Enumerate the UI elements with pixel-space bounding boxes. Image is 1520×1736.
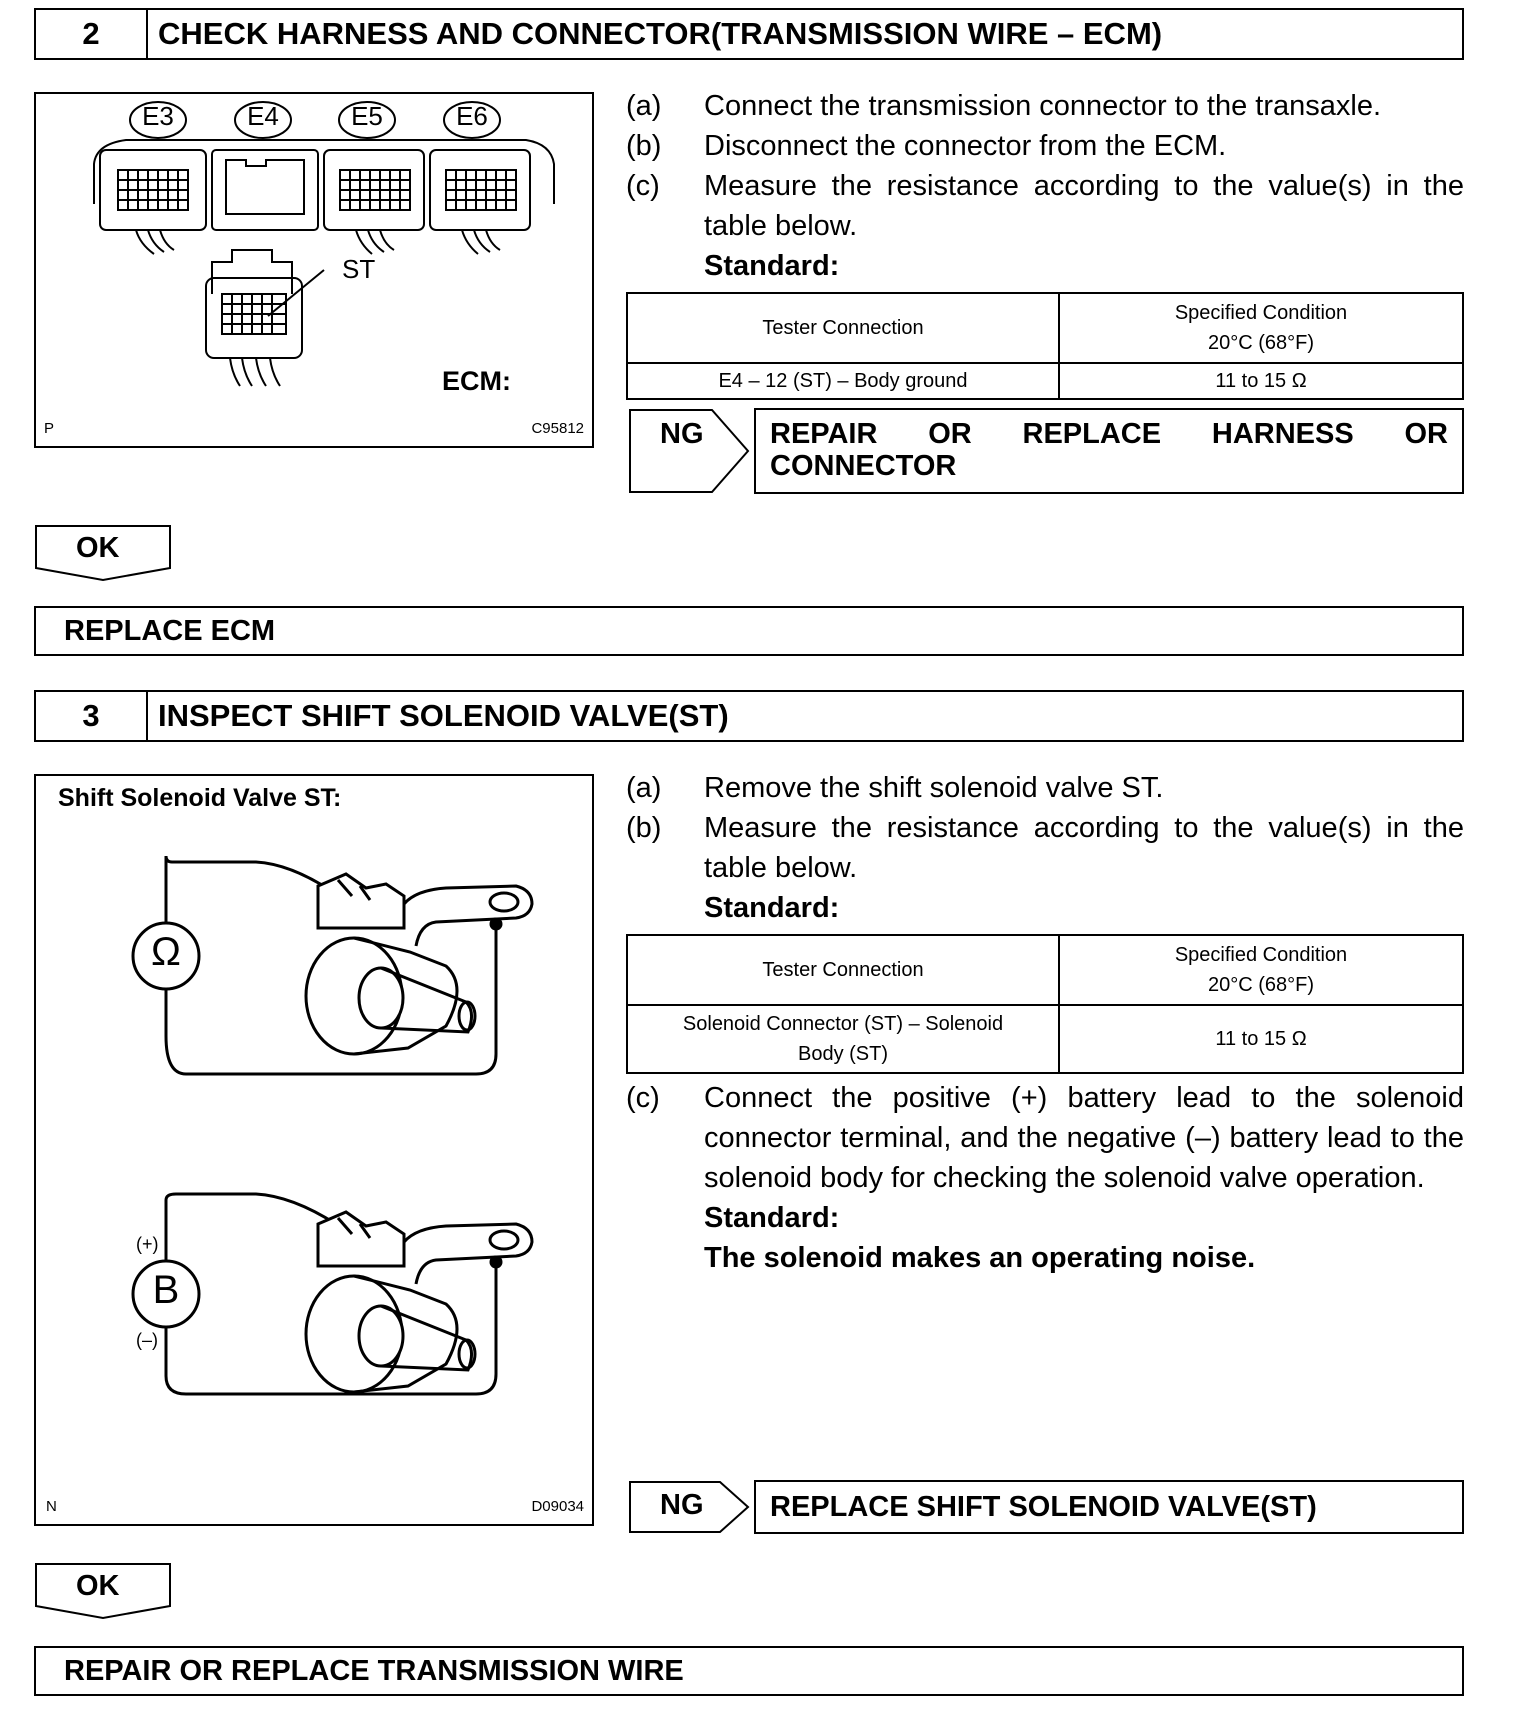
- table-header-specified-condition: [1059, 293, 1463, 363]
- instruction-label: (a): [626, 772, 662, 804]
- cell-connection: Solenoid Connector (ST) – Solenoid Body (ST): [627, 1005, 1059, 1073]
- step3-instruction-b: [626, 808, 1464, 888]
- instruction-label: (b): [626, 130, 662, 162]
- instruction-text: Connect the transmission connector to the transaxle.: [704, 90, 1382, 122]
- step3-ng-label: NG: [660, 1489, 704, 1521]
- step2-standard-label: Standard:: [704, 250, 840, 282]
- instruction-text: Remove the shift solenoid valve ST.: [704, 772, 1164, 804]
- table-header-tester-connection: Tester Connection: [627, 293, 1059, 363]
- step2-instruction-c: [626, 166, 1464, 246]
- step3-ok-result: REPAIR OR REPLACE TRANSMISSION WIRE: [34, 1646, 1464, 1696]
- solenoid-valve-illustration: [36, 776, 592, 1524]
- step3-standard2-text: The solenoid makes an operating noise.: [704, 1242, 1256, 1274]
- table-header-specified-condition: [1059, 935, 1463, 1005]
- step2-ok-result: REPLACE ECM: [34, 606, 1464, 656]
- step3-title: INSPECT SHIFT SOLENOID VALVE(ST): [158, 698, 729, 733]
- figure-corner-letter: P: [44, 420, 55, 437]
- ng-action-word: REPAIR: [770, 418, 878, 450]
- battery-plus-label: (+): [136, 1234, 159, 1254]
- figure-title: Shift Solenoid Valve ST:: [58, 784, 342, 812]
- cell-condition: 11 to 15 Ω: [1059, 1005, 1463, 1073]
- step3-ng-action: REPLACE SHIFT SOLENOID VALVE(ST): [754, 1480, 1464, 1534]
- ng-action-word: OR: [928, 418, 972, 450]
- step2-number: 2: [36, 10, 148, 58]
- ecm-connector-figure: [34, 92, 594, 448]
- connector-label-e6: E6: [456, 101, 488, 131]
- ng-action-word: REPLACE: [1022, 418, 1162, 450]
- cell-connection: E4 – 12 (ST) – Body ground: [627, 363, 1059, 399]
- st-terminal-label: ST: [342, 254, 376, 284]
- figure-code: D09034: [531, 1498, 584, 1515]
- step2-header: [34, 8, 1464, 60]
- step3-instruction-a: [626, 768, 1464, 808]
- step3-number: 3: [36, 692, 148, 740]
- step3-instruction-c: [626, 1078, 1464, 1198]
- instruction-text: Disconnect the connector from the ECM.: [704, 130, 1227, 162]
- ng-action-line-2: CONNECTOR: [770, 450, 957, 482]
- step2-ng-action-box: [754, 408, 1464, 494]
- step3-spec-table: [626, 934, 1464, 1074]
- battery-symbol: B: [152, 1268, 180, 1312]
- header-line-2: 20°C (68°F): [1207, 974, 1315, 996]
- header-line-2: 20°C (68°F): [1207, 332, 1315, 354]
- figure-code: C95812: [531, 420, 584, 437]
- step3-standard2-label: Standard:: [704, 1202, 840, 1234]
- connector-label-e3: E3: [142, 101, 174, 131]
- instruction-label: (c): [626, 170, 660, 202]
- connector-label-e5: E5: [351, 101, 383, 131]
- instruction-label: (a): [626, 90, 662, 122]
- connector-label-e4: E4: [247, 101, 279, 131]
- instruction-text: Measure the resistance according to the value(s) in the table below.: [704, 812, 1464, 884]
- battery-minus-label: (–): [136, 1330, 158, 1350]
- header-line-1: Specified Condition: [1174, 302, 1348, 324]
- table-row: [627, 1005, 1463, 1073]
- solenoid-valve-figure: [34, 774, 594, 1526]
- step2-ok-label: OK: [76, 532, 120, 564]
- table-row: [627, 363, 1463, 399]
- step2-instruction-a: [626, 86, 1464, 126]
- ohmmeter-symbol: Ω: [151, 930, 181, 974]
- ng-action-word: HARNESS: [1211, 418, 1354, 450]
- step3-ok-label: OK: [76, 1570, 120, 1602]
- cell-condition: 11 to 15 Ω: [1059, 363, 1463, 399]
- header-line-1: Specified Condition: [1174, 944, 1348, 966]
- figure-corner-letter: N: [46, 1498, 57, 1515]
- step2-ng-label: NG: [660, 418, 704, 450]
- step3-standard-label: Standard:: [704, 892, 840, 924]
- instruction-text: Connect the positive (+) battery lead to the solenoid connector terminal, and the negative (–) battery lead to the solenoid body for checking the solenoid valve operation.: [704, 1082, 1464, 1194]
- ng-action-word: OR: [1404, 418, 1448, 450]
- ecm-label: ECM:: [442, 366, 511, 396]
- step2-spec-table: [626, 292, 1464, 400]
- step2-instruction-b: [626, 126, 1464, 166]
- step2-title: CHECK HARNESS AND CONNECTOR(TRANSMISSION WIRE – ECM): [158, 16, 1163, 51]
- ng-action-line-1: [770, 418, 1448, 451]
- table-header-tester-connection: Tester Connection: [627, 935, 1059, 1005]
- step3-header: [34, 690, 1464, 742]
- instruction-label: (c): [626, 1082, 660, 1114]
- instruction-label: (b): [626, 812, 662, 844]
- instruction-text: Measure the resistance according to the value(s) in the table below.: [704, 170, 1464, 242]
